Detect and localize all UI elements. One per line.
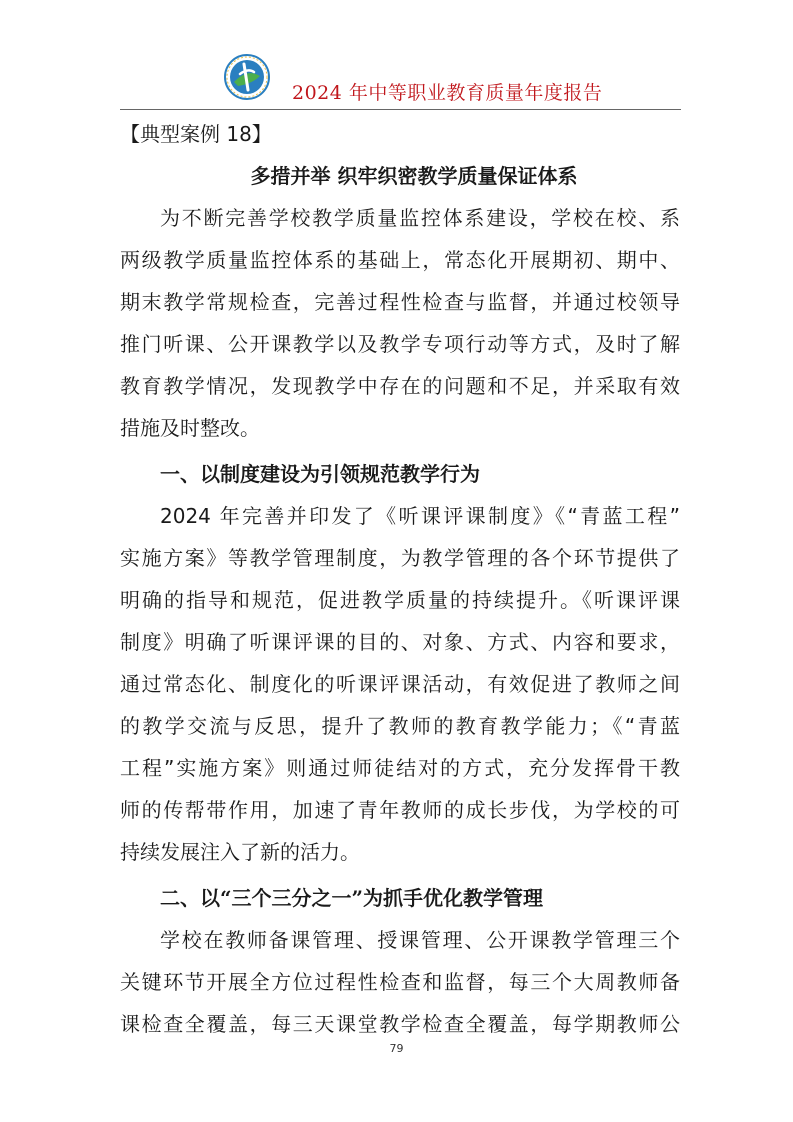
- school-emblem-icon: [224, 54, 270, 100]
- case-label: 【典型案例 18】: [120, 122, 272, 146]
- paragraph-line: 的教学交流与反思，提升了教师的教育教学能力；《“青蓝: [120, 714, 680, 738]
- paragraph-line: 实施方案》等教学管理制度，为教学管理的各个环节提供了: [120, 546, 680, 570]
- paragraph-line: 2024 年完善并印发了《听课评课制度》《“青蓝工程”: [160, 504, 680, 528]
- paragraph-line: 制度》明确了听课评课的目的、对象、方式、内容和要求，: [120, 630, 680, 654]
- page-number: 79: [389, 1042, 404, 1055]
- paragraph-line: 措施及时整改。: [120, 416, 260, 440]
- section-heading: 一、以制度建设为引领规范教学行为: [160, 462, 480, 486]
- section-heading: 二、以“三个三分之一”为抓手优化教学管理: [160, 886, 544, 910]
- paragraph-line: 课检查全覆盖，每三天课堂教学检查全覆盖，每学期教师公: [120, 1012, 680, 1036]
- paragraph-line: 关键环节开展全方位过程性检查和监督，每三个大周教师备: [120, 970, 680, 994]
- section2-paragraph: [120, 919, 680, 1045]
- section1-paragraph: [120, 495, 680, 873]
- paragraph-line: 教育教学情况，发现教学中存在的问题和不足，并采取有效: [120, 374, 680, 398]
- paragraph-line: 为不断完善学校教学质量监控体系建设，学校在校、系: [160, 206, 680, 230]
- paragraph-line: 两级教学质量监控体系的基础上，常态化开展期初、期中、: [120, 248, 680, 272]
- paragraph-line: 工程”实施方案》则通过师徒结对的方式，充分发挥骨干教: [120, 756, 680, 780]
- paragraph-line: 通过常态化、制度化的听课评课活动，有效促进了教师之间: [120, 672, 680, 696]
- paragraph-line: 推门听课、公开课教学以及教学专项行动等方式，及时了解: [120, 332, 680, 356]
- paragraph-line: 师的传帮带作用，加速了青年教师的成长步伐，为学校的可: [120, 798, 680, 822]
- header-divider: [120, 109, 681, 110]
- paragraph-line: 明确的指导和规范，促进教学质量的持续提升。《听课评课: [120, 588, 680, 612]
- intro-paragraph: [120, 197, 680, 449]
- case-title: 多措并举 织牢织密教学质量保证体系: [250, 164, 578, 188]
- page-content: [120, 113, 680, 1045]
- paragraph-line: 持续发展注入了新的活力。: [120, 840, 360, 864]
- report-title: 2024 年中等职业教育质量年度报告: [292, 82, 603, 104]
- page-header: [120, 52, 680, 108]
- paragraph-line: 学校在教师备课管理、授课管理、公开课教学管理三个: [160, 928, 680, 952]
- paragraph-line: 期末教学常规检查，完善过程性检查与监督，并通过校领导: [120, 290, 680, 314]
